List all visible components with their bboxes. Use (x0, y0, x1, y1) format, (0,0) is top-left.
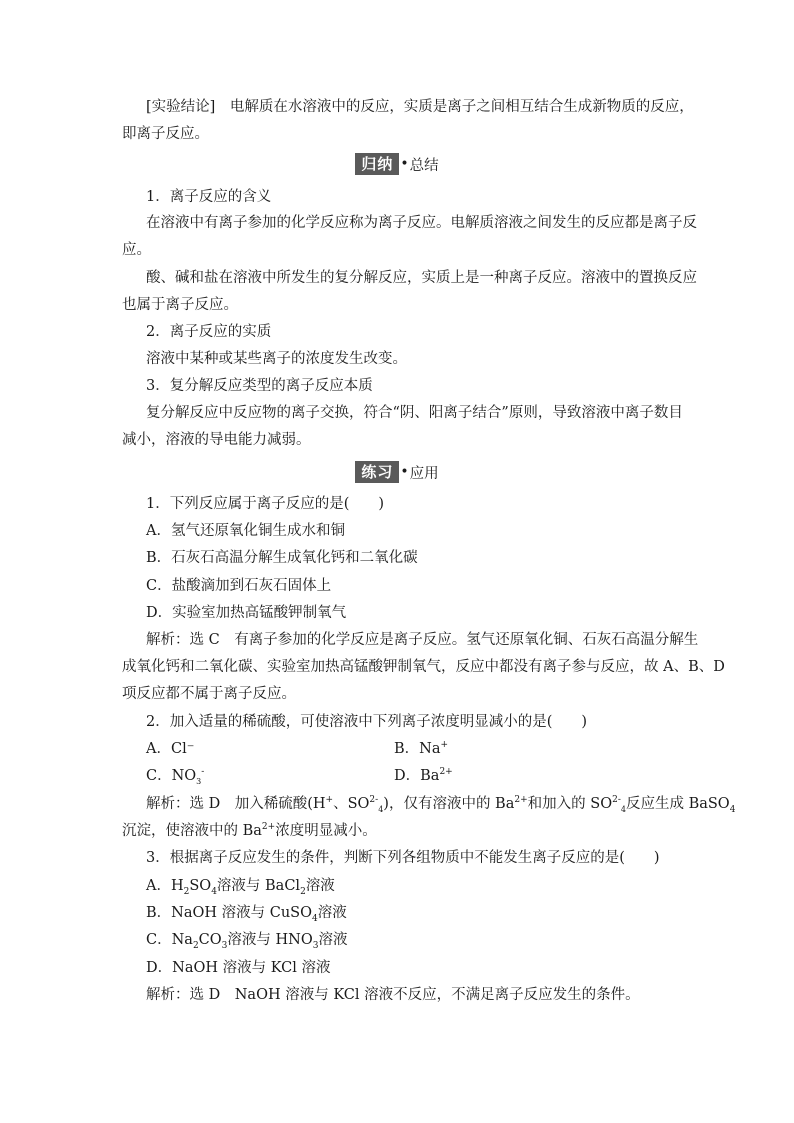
heading-dot: • (400, 464, 409, 480)
text-segment: B．NaOH 溶液与 CuSO (146, 905, 312, 921)
summary-p2b: 也属于离子反应。 (122, 297, 238, 313)
superscript: - (201, 767, 205, 778)
summary-heading (0, 153, 794, 177)
solution-2-line-2: 沉淀，使溶液中的 $Ba^{2+}$浓度明显减小。 (122, 822, 377, 839)
text-segment: 、SO (333, 796, 370, 812)
text-segment: C．Na (146, 932, 193, 948)
option-text: C．NO (146, 768, 197, 784)
solution-3: 解析：选 D NaOH 溶液与 KCl 溶液不反应，不满足离子反应发生的条件。 (146, 987, 640, 1003)
text-segment: SO (189, 878, 212, 894)
text-segment: 溶液 (317, 905, 347, 921)
practice-heading-text: 应用 (409, 465, 439, 482)
text-segment: 溶液 (318, 932, 348, 948)
practice-heading-tag: 练习 (355, 461, 399, 483)
summary-p2a: 酸、碱和盐在溶液中所发生的复分解反应，实质上是一种离子反应。溶液中的置换反应 (146, 270, 697, 286)
question-1-option-a: A．氢气还原氧化铜生成水和铜 (146, 523, 345, 539)
text-segment: 浓度明显减小。 (275, 823, 377, 839)
text-segment: 溶液与 BaCl (216, 878, 301, 894)
text-segment: A．H (146, 878, 184, 894)
option-text: D．Ba (394, 768, 440, 784)
question-3-option-a: A．$H_2SO_4$溶液与 BaCl$_2$溶液 (146, 878, 335, 897)
option-text: A．Cl⁻ (146, 741, 195, 757)
question-2-option-d (394, 766, 453, 786)
text-segment: 解析：选 D 加入稀硫酸(H (146, 796, 326, 812)
heading-dot: • (400, 156, 409, 172)
option-text: B．Na (394, 741, 441, 757)
superscript: + (440, 740, 449, 751)
summary-p4b: 减小，溶液的导电能力减弱。 (122, 432, 311, 448)
summary-h3: 3．复分解反应类型的离子反应本质 (146, 378, 373, 394)
summary-p3: 溶液中某种或某些离子的浓度发生改变。 (146, 351, 407, 367)
question-3: 3．根据离子反应发生的条件，判断下列各组物质中不能发生离子反应的是( ) (146, 850, 660, 866)
question-2: 2．加入适量的稀硫酸，可使溶液中下列离子浓度明显减小的是( ) (146, 714, 588, 730)
question-2-option-b (394, 739, 448, 759)
question-3-option-d: D．NaOH 溶液与 KCl 溶液 (146, 960, 331, 976)
text-segment: CO (198, 932, 222, 948)
text-segment: 沉淀，使溶液中的 Ba (122, 823, 262, 839)
text-segment: 溶液与 HNO (227, 932, 313, 948)
summary-h1: 1．离子反应的含义 (146, 189, 272, 205)
summary-p4a: 复分解反应中反应物的离子交换，符合“阴、阳离子结合”原则，导致溶液中离子数目 (146, 405, 683, 421)
solution-1-line-3: 项反应都不属于离子反应。 (122, 686, 296, 702)
question-1-option-b: B．石灰石高温分解生成氧化钙和二氧化碳 (146, 550, 418, 566)
summary-p1a: 在溶液中有离子参加的化学反应称为离子反应。电解质溶液之间发生的反应都是离子反 (146, 215, 697, 231)
practice-heading (0, 461, 794, 485)
intro-line-2: 即离子反应。 (122, 126, 209, 142)
text-segment: 和加入的 SO (527, 796, 613, 812)
text-segment: 溶液 (305, 878, 335, 894)
intro-line-1: [实验结论] 电解质在水溶液中的反应，实质是离子之间相互结合生成新物质的反应， (146, 99, 694, 115)
superscript: 2+ (439, 767, 453, 778)
question-1-option-c: C．盐酸滴加到石灰石固体上 (146, 578, 332, 594)
solution-1-line-1: 解析：选 C 有离子参加的化学反应是离子反应。氢气还原氧化铜、石灰石高温分解生 (146, 632, 699, 648)
question-3-option-b: B．NaOH 溶液与 CuSO$_4$溶液 (146, 905, 347, 924)
text-segment: )，仅有溶液中的 Ba (383, 796, 515, 812)
question-1: 1．下列反应属于离子反应的是( ) (146, 496, 385, 512)
solution-1-line-2: 成氧化钙和二氧化碳、实验室加热高锰酸钾制氧气，反应中都没有离子参与反应，故 A、B、D (122, 659, 725, 675)
summary-heading-text: 总结 (409, 157, 439, 174)
summary-p1b: 应。 (122, 242, 151, 258)
question-2-option-c: C．$NO_3^-$ (146, 767, 205, 786)
summary-heading-tag: 归纳 (355, 153, 399, 175)
question-1-option-d: D．实验室加热高锰酸钾制氧气 (146, 605, 347, 621)
question-2-option-a (146, 739, 194, 759)
text-segment: 反应生成 BaSO (625, 796, 730, 812)
solution-2-line-1: 解析：选 D 加入稀硫酸(H+、$SO^{2-}_4$)，仅有溶液中的 $Ba^{2+}$和加入的 $SO^{2-}_4$反应生成 BaSO$_4$ (146, 795, 736, 815)
question-3-option-c: C．$Na_2CO_3$溶液与 $HNO_3$溶液 (146, 932, 348, 951)
summary-h2: 2．离子反应的实质 (146, 324, 272, 340)
